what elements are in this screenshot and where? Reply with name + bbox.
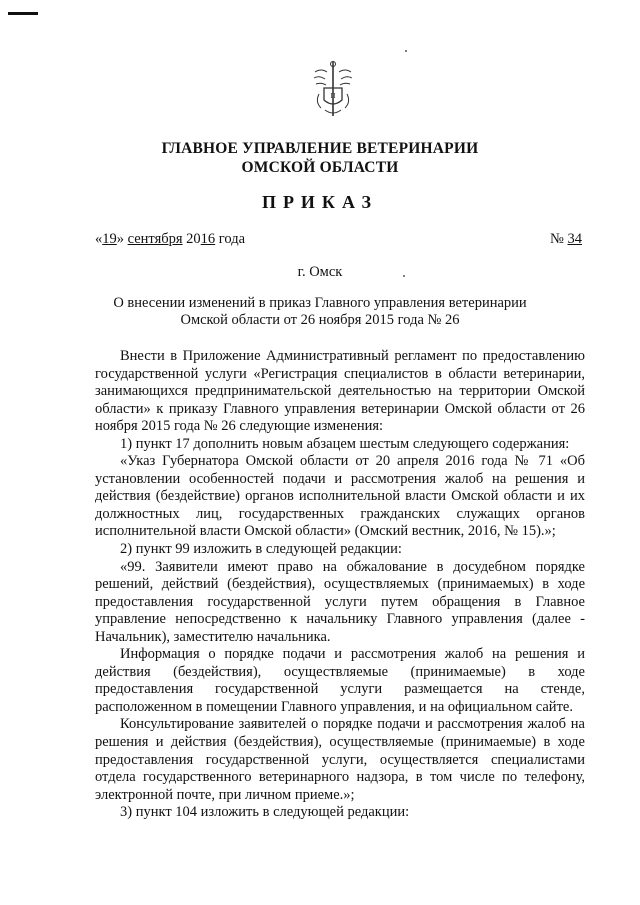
- body-paragraph: Консультирование заявителей о порядке подачи и рассмотрения жалоб на решения и действия (бездействия), осуществляемые (принимаемые) в ходе предоставления государственной услуги, осуществляется специалистами отдела государственного ветеринарного надзора, в том числе по телефону, электронной почте, при личном приеме.»;: [95, 716, 585, 803]
- org-name-line1: ГЛАВНОЕ УПРАВЛЕНИЕ ВЕТЕРИНАРИИ: [161, 140, 479, 157]
- body-paragraph: 1) пункт 17 дополнить новым абзацем шестым следующего содержания:: [120, 435, 570, 452]
- date-month: сентября: [127, 231, 183, 247]
- body-paragraph: «Указ Губернатора Омской области от 20 апреля 2016 года № 71 «Об установлении особенностей подачи и рассмотрения жалоб на решения и действия (бездействие) органов исполнительной власти Омской области и их должностных лиц, государственных гражданских служащих органов исполнительной власти Омской области» (Омский вестник, 2016, № 15).»;: [95, 453, 585, 540]
- subject-line1: О внесении изменений в приказ Главного управления ветеринарии: [113, 295, 527, 311]
- scan-speck: [405, 50, 407, 52]
- coat-of-arms-emblem-icon: [311, 58, 355, 120]
- document-number: № 34: [550, 231, 582, 247]
- svg-text:П: П: [330, 92, 336, 100]
- city-line: г. Омск: [297, 264, 343, 280]
- date-year-suffix: 16: [200, 231, 216, 247]
- subject-line2: Омской области от 26 ноября 2015 года № 26: [180, 312, 460, 328]
- document-number-value: 34: [567, 231, 582, 247]
- body-paragraph: 3) пункт 104 изложить в следующей редакции:: [120, 804, 410, 821]
- body-paragraph: «99. Заявители имеют право на обжалование в досудебном порядке решений, действий (бездействия), осуществляемых (принимаемых) в ходе предоставления государственной услуги путем обращения в Главное управление непосредственно к начальнику Главного управления (далее - Начальник), заместителю начальника.: [95, 558, 585, 645]
- document-type-title: ПРИКАЗ: [261, 192, 379, 212]
- document-date: «19» сентября 2016 года: [95, 231, 246, 247]
- body-paragraph: 2) пункт 99 изложить в следующей редакции:: [120, 541, 402, 558]
- body-paragraph: Информация о порядке подачи и рассмотрения жалоб на решения и действия (бездействия), осуществляемые (принимаемые) в ходе предоставления государственной услуги размещается на стенде, расположенном в помещении Главного управления, и на официальном сайте.: [95, 646, 585, 715]
- org-name-line2: ОМСКОЙ ОБЛАСТИ: [241, 159, 399, 176]
- date-day: 19: [102, 231, 117, 247]
- order-body: [95, 348, 585, 822]
- corner-dash-mark: [8, 12, 38, 15]
- subject-heading: [0, 295, 640, 329]
- body-paragraph: Внести в Приложение Административный регламент по предоставлению государственной услуги «Регистрация специалистов в области ветеринарии, занимающихся предпринимательской деятельностью на территории Омской области» к приказу Главного управления ветеринарии Омской области от 26 ноября 2015 года № 26 следующие изменения:: [95, 348, 585, 435]
